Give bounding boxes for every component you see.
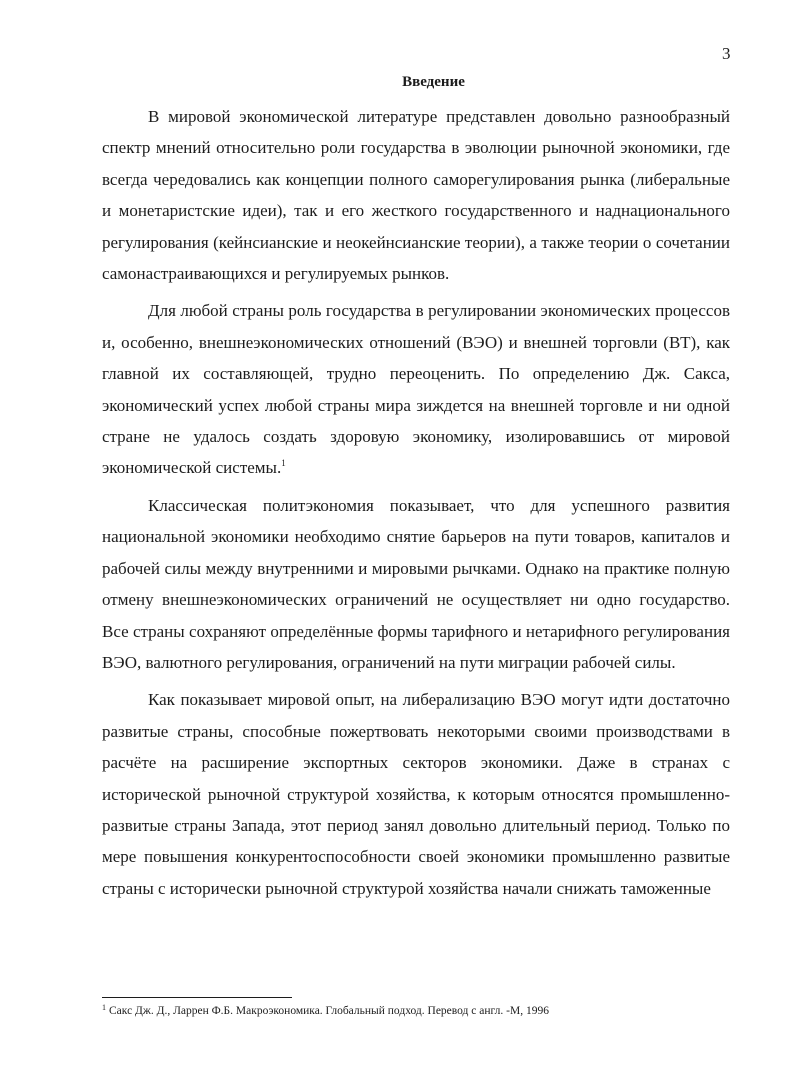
section-title: Введение — [402, 74, 465, 90]
paragraph-2-text: Для любой страны роль государства в регулировании экономических процессов и, особенно, внешнеэкономических отношений (ВЭО) и внешней торговли (ВТ), как главной их составляющей, трудно переоценить. По определению Дж. Сакса, экономический успех любой страны мира зиждется на внешней торговле и ни одной стране не удалось создать здоровую экономику, изолировавшись от мировой экономической системы. — [102, 301, 730, 478]
page-number: 3 — [722, 44, 731, 63]
footnote-reference: 1 — [281, 458, 286, 469]
paragraph-4-text: Как показывает мировой опыт, на либерализацию ВЭО могут идти достаточно развитые страны, способные пожертвовать некоторыми своими производствами в расчёте на расширение экспортных секторов экономики. Даже в странах с исторической рыночной структурой хозяйства, к которым относятся промышленно-развитые страны Запада, этот период занял довольно длительный период. Только по мере повышения конкурентоспособности своей экономики промышленно развитые страны с исторически рыночной структурой хозяйства начали снижать таможенные — [102, 690, 730, 898]
footnote-marker: 1 — [102, 1003, 106, 1012]
paragraph-2 — [102, 295, 730, 483]
body-text — [102, 101, 730, 904]
paragraph-3-text: Классическая политэкономия показывает, что для успешного развития национальной экономики необходимо снятие барьеров на пути товаров, капиталов и рабочей силы между внутренними и мировыми рычками. Однако на практике полную отмену внешнеэкономических ограничений не осуществляет ни одно государство. Все страны сохраняют определённые формы тарифного и нетарифного регулирования ВЭО, валютного регулирования, ограничений на пути миграции рабочей силы. — [102, 495, 730, 672]
footnote-text: Сакс Дж. Д., Ларрен Ф.Б. Макроэкономика. Глобальный подход. Перевод с англ. -М, 1996 — [109, 1005, 549, 1017]
paragraph-1 — [102, 101, 730, 289]
paragraph-4 — [102, 684, 730, 904]
footnote-divider — [102, 997, 292, 998]
paragraph-3 — [102, 490, 730, 678]
footnote — [102, 1004, 732, 1019]
paragraph-1-text: В мировой экономической литературе представлен довольно разнообразный спектр мнений относительно роли государства в эволюции рыночной экономики, где всегда чередовались как концепции полного саморегулирования рынка (либеральные и монетаристские идеи), так и его жесткого государственного и наднационального регулирования (кейнсианские и неокейнсианские теории), а также теории о сочетании самонастраивающихся и регулируемых рынков. — [102, 107, 730, 284]
